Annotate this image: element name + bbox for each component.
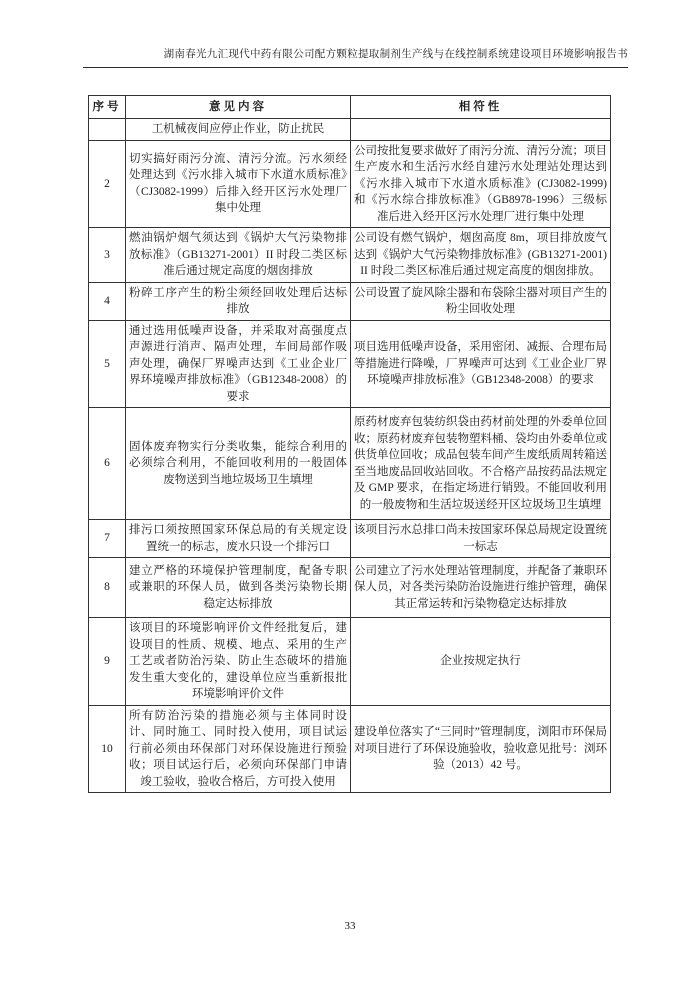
table-row bbox=[89, 119, 611, 141]
row-number-cell: 2 bbox=[89, 140, 126, 228]
opinion-cell: 排污口须按照国家环保总局的有关规定设置统一的标志，废水只设一个排污口 bbox=[126, 520, 351, 558]
opinion-cell: 粉碎工序产生的粉尘须经回收处理后达标排放 bbox=[126, 282, 351, 320]
compliance-table bbox=[88, 95, 611, 793]
column-header-compliance: 相符性 bbox=[351, 96, 611, 119]
compliance-cell bbox=[351, 119, 611, 141]
opinion-cell: 切实搞好雨污分流、清污分流。污水须经处理达到《污水排入城市下水道水质标准》（CJ3082-1999）后排入经开区污水处理厂集中处理 bbox=[126, 140, 351, 228]
opinion-cell: 通过选用低噪声设备，并采取对高强度点声源进行消声、隔声处理，车间局部作吸声处理，确保厂界噪声达到《工业企业厂界环境噪声排放标准》（GB12348-2008）的要求 bbox=[126, 320, 351, 408]
column-header-opinion: 意见内容 bbox=[126, 96, 351, 119]
opinion-cell: 固体废弃物实行分类收集，能综合利用的必须综合利用，不能回收利用的一般固体废物送到当地垃圾场卫生填埋 bbox=[126, 408, 351, 520]
row-number-cell: 9 bbox=[89, 618, 126, 706]
row-number-cell: 4 bbox=[89, 282, 126, 320]
table-row bbox=[89, 228, 611, 283]
row-number-cell: 10 bbox=[89, 705, 126, 793]
compliance-cell: 公司设置了旋风除尘器和布袋除尘器对项目产生的粉尘回收处理 bbox=[351, 282, 611, 320]
table-row bbox=[89, 140, 611, 228]
table-header-row bbox=[89, 96, 611, 119]
row-number-cell: 6 bbox=[89, 408, 126, 520]
running-header bbox=[83, 46, 628, 68]
row-number-cell: 8 bbox=[89, 558, 126, 618]
opinion-cell: 建立严格的环境保护管理制度，配备专职或兼职的环保人员，做到各类污染物长期稳定达标排放 bbox=[126, 558, 351, 618]
table-row bbox=[89, 558, 611, 618]
column-header-no: 序号 bbox=[89, 96, 126, 119]
opinion-cell: 所有防治污染的措施必须与主体同时设计、同时施工、同时投入使用，项目试运行前必须由环保部门对环保设施进行预验收；项目试运行后，必须向环保部门申请竣工验收，验收合格后，方可投入使用 bbox=[126, 705, 351, 793]
table-row bbox=[89, 705, 611, 793]
compliance-cell: 项目选用低噪声设备，采用密闭、减振、合理布局等措施进行降噪，厂界噪声可达到《工业企业厂界环境噪声排放标准》（GB12348-2008）的要求 bbox=[351, 320, 611, 408]
compliance-cell: 该项目污水总排口尚未按国家环保总局规定设置统一标志 bbox=[351, 520, 611, 558]
compliance-cell: 建设单位落实了“三同时”管理制度，浏阳市环保局对项目进行了环保设施验收，验收意见批号：浏环验（2013）42 号。 bbox=[351, 705, 611, 793]
running-header-text: 湖南春光九汇现代中药有限公司配方颗粒提取制剂生产线与在线控制系统建设项目环境影响报告书 bbox=[163, 49, 628, 60]
compliance-cell: 公司建立了污水处理站管理制度，并配备了兼职环保人员，对各类污染防治设施进行维护管理，确保其正常运转和污染物稳定达标排放 bbox=[351, 558, 611, 618]
table-row bbox=[89, 520, 611, 558]
row-number-cell: 3 bbox=[89, 228, 126, 283]
table-row bbox=[89, 282, 611, 320]
table-row bbox=[89, 408, 611, 520]
compliance-cell: 企业按规定执行 bbox=[351, 618, 611, 706]
row-number-cell: 5 bbox=[89, 320, 126, 408]
compliance-cell: 公司按批复要求做好了雨污分流、清污分流；项目生产废水和生活污水经自建污水处理站处理达到《污水排入城市下水道水质标准》(CJ3082-1999)和《污水综合排放标准》（GB8978-1996）三级标准后进入经开区污水处理厂进行集中处理 bbox=[351, 140, 611, 228]
table-row bbox=[89, 320, 611, 408]
opinion-cell: 工机械夜间应停止作业，防止扰民 bbox=[126, 119, 351, 141]
compliance-cell: 公司设有燃气锅炉，烟囱高度 8m，项目排放废气达到《锅炉大气污染物排放标准》(GB13271-2001) II 时段二类区标准后通过规定高度的烟囱排放。 bbox=[351, 228, 611, 283]
row-number-cell: 7 bbox=[89, 520, 126, 558]
page-number: 33 bbox=[344, 920, 356, 932]
opinion-cell: 该项目的环境影响评价文件经批复后，建设项目的性质、规模、地点、采用的生产工艺或者防治污染、防止生态破坏的措施发生重大变化的，建设单位应当重新报批环境影响评价文件 bbox=[126, 618, 351, 706]
table-row bbox=[89, 618, 611, 706]
compliance-cell: 原药材废弃包装纺织袋由药材前处理的外委单位回收；原药材废弃包装物塑料桶、袋均由外委单位或供货单位回收；成品包装车间产生废纸质周转箱送至当地废品回收站回收。不合格产品按药品法规定及 GMP 要求，在指定场进行销毁。不能回收利用的一般废物和生活垃圾送经开区垃圾场卫生填埋 bbox=[351, 408, 611, 520]
opinion-cell: 燃油锅炉烟气须达到《锅炉大气污染物排放标准》（GB13271-2001）II 时段二类区标准后通过规定高度的烟囱排放 bbox=[126, 228, 351, 283]
row-number-cell bbox=[89, 119, 126, 141]
